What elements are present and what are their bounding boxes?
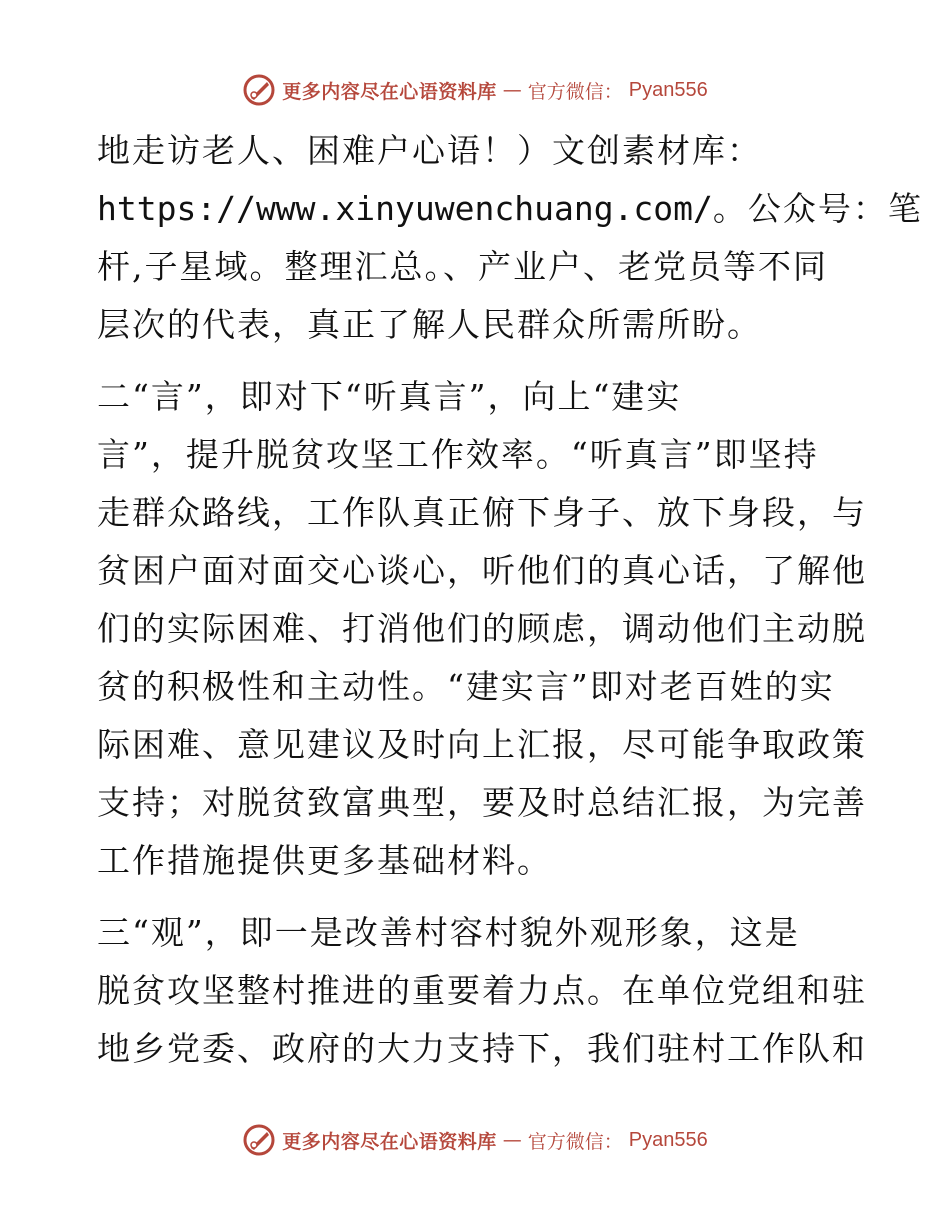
url-link[interactable]: https://www.xinyuwenchuang.com/ (97, 189, 713, 228)
text-line: 杆,子星域。整理汇总。、产业户、老党员等不同 (97, 247, 828, 286)
banner-wechat-id: Pyan556 (628, 1128, 708, 1151)
url-line-suffix: 。公众号：笔 (712, 189, 923, 228)
text-line: 际困难、意见建议及时向上汇报，尽可能争取政策 (97, 725, 867, 764)
footer-banner (0, 1120, 950, 1160)
paragraph-1 (97, 122, 923, 354)
paragraph-2 (97, 368, 867, 890)
text-line: 地乡党委、政府的大力支持下，我们驻村工作队和 (97, 1029, 867, 1068)
banner-wechat-label: 官方微信： (527, 80, 623, 103)
text-line: 工作措施提供更多基础材料。 (97, 841, 552, 880)
text-line: 二“言”，即对下“听真言”，向上“建实 (97, 377, 682, 416)
text-line: 言”，提升脱贫攻坚工作效率。“听真言”即坚持 (97, 435, 819, 474)
paragraph-3 (97, 904, 867, 1078)
banner-wechat-label: 官方微信： (527, 1130, 623, 1153)
document-body (97, 122, 923, 1078)
quill-logo-icon (242, 1123, 276, 1157)
banner-brand-text: 更多内容尽在心语资料库 (282, 80, 497, 103)
text-line: 走群众路线，工作队真正俯下身子、放下身段，与 (97, 493, 867, 532)
banner-dash: — (502, 1129, 522, 1151)
text-line: 贫困户面对面交心谈心，听他们的真心话，了解他 (97, 551, 867, 590)
text-line: 层次的代表，真正了解人民群众所需所盼。 (97, 305, 762, 344)
url-line (97, 180, 923, 238)
header-banner (0, 70, 950, 110)
text-line: 地走访老人、困难户心语！）文创素材库： (97, 131, 762, 170)
banner-wechat-id: Pyan556 (628, 78, 708, 101)
text-line: 们的实际困难、打消他们的顾虑，调动他们主动脱 (97, 609, 867, 648)
banner-dash: — (502, 79, 522, 101)
text-line: 贫的积极性和主动性。“建实言”即对老百姓的实 (97, 667, 835, 706)
text-line: 支持；对脱贫致富典型，要及时总结汇报，为完善 (97, 783, 867, 822)
banner-brand-text: 更多内容尽在心语资料库 (282, 1130, 497, 1153)
text-line: 三“观”，即一是改善村容村貌外观形象，这是 (97, 913, 800, 952)
text-line: 脱贫攻坚整村推进的重要着力点。在单位党组和驻 (97, 971, 867, 1010)
quill-logo-icon (242, 73, 276, 107)
